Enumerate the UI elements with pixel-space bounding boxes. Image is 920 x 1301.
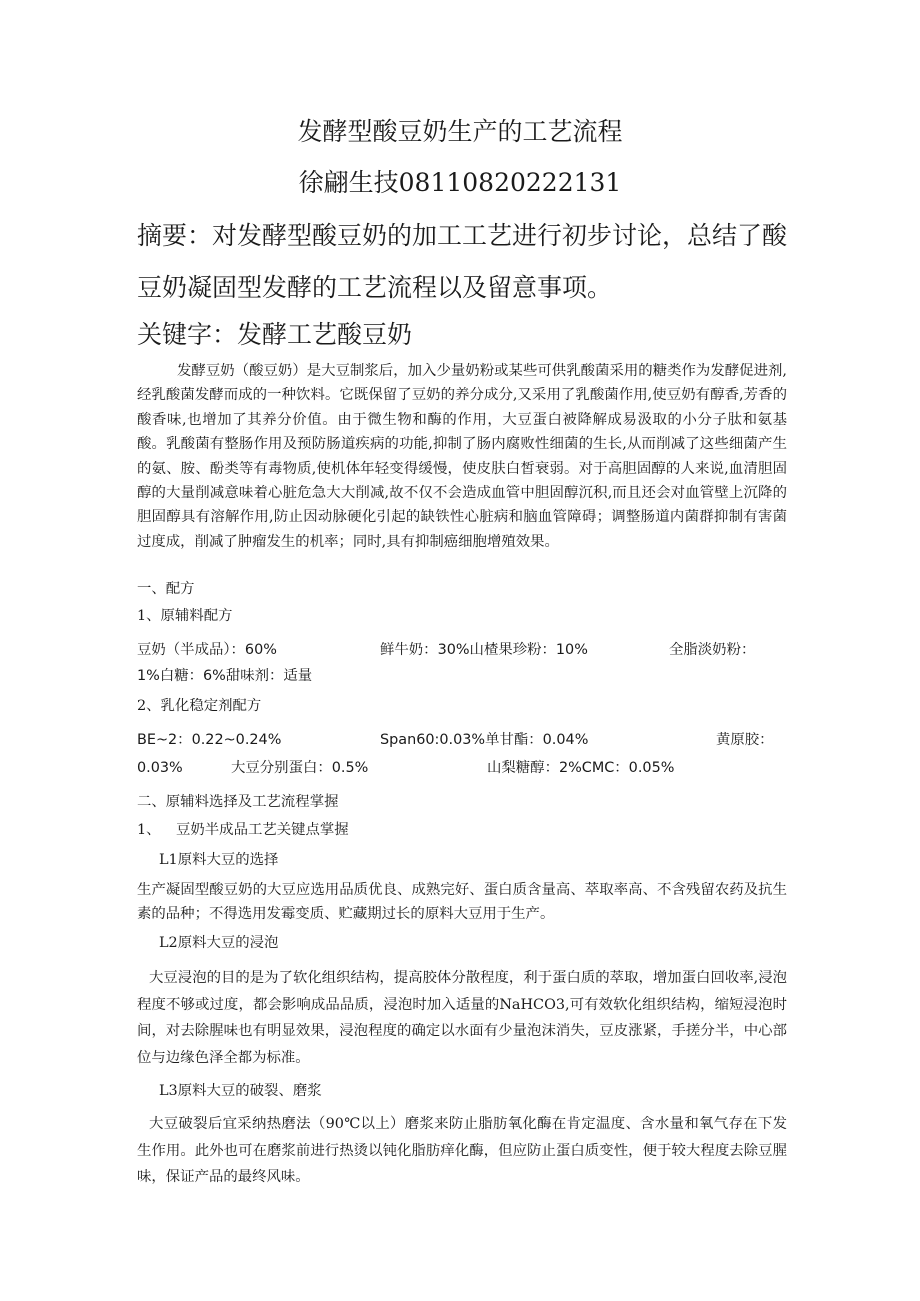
stabilizer-item-sorbitol-cmc: 山梨糖醇：2%CMC：0.05% xyxy=(487,760,675,776)
recipe-item-milk-powder: 全脂淡奶粉： xyxy=(669,642,756,658)
section-1-heading: 一、配方 xyxy=(137,581,195,597)
stabilizer-item-span60: Span60:0.03%单甘酯：0.04% xyxy=(380,732,589,748)
page-title: 发酵型酸豆奶生产的工艺流程 xyxy=(297,117,623,146)
l1-paragraph: 生产凝固型酸豆奶的大豆应选用品质优良、成熟完好、蛋白质含量高、萃取率高、不含残留农药及抗生素的品种；不得选用发霉变质、贮藏期过长的原料大豆用于生产。 xyxy=(137,882,787,923)
recipe-item-milk-hawthorn: 鲜牛奶：30%山楂果珍粉：10% xyxy=(380,642,588,658)
stabilizer-item-xanthan-value: 0.03% xyxy=(137,760,183,776)
section-1-2-heading: 2、乳化稳定剂配方 xyxy=(137,698,262,714)
section-2-1-heading: 豆奶半成品工艺关键点掌握 xyxy=(176,822,349,838)
section-2-heading: 二、原辅料选择及工艺流程掌握 xyxy=(137,794,339,810)
abstract: 摘要：对发酵型酸豆奶的加工工艺进行初步讨论，总结了酸豆奶凝固型发酵的工艺流程以及留意事项。 xyxy=(137,221,788,302)
author-line: 徐翩生技08110820222131 xyxy=(298,168,622,197)
recipe-item-sugar-sweetener: 1%白糖：6%甜味剂：适量 xyxy=(137,668,313,684)
l2-paragraph: 大豆浸泡的目的是为了软化组织结构，提高胶体分散程度，利于蛋白质的萃取，增加蛋白回收率,浸泡程度不够或过度，都会影响成品品质，浸泡时加入适量的NaHCO3,可有效软化组织结构，缩短浸泡时间，对去除腥味也有明显效果，浸泡程度的确定以水面有少量泡沫消失，豆皮涨紧，手搓分半，中心部位与边缘色泽全都为标准。 xyxy=(137,970,787,1066)
stabilizer-item-xanthan: 黄原胶： xyxy=(716,732,774,748)
l3-heading: L3原料大豆的破裂、磨浆 xyxy=(159,1083,322,1099)
intro-paragraph: 发酵豆奶（酸豆奶）是大豆制浆后，加入少量奶粉或某些可供乳酸菌采用的糖类作为发酵促进剂,经乳酸菌发酵而成的一种饮料。它既保留了豆奶的养分成分,又采用了乳酸菌作用,使豆奶有醇香,芳香的酸香味,也增加了其养分价值。由于微生物和酶的作用，大豆蛋白被降解成易汲取的小分子肽和氨基酸。乳酸菌有整肠作用及预防肠道疾病的功能,抑制了肠内腐败性细菌的生长,从而削减了这些细菌产生的氨、胺、酚类等有毒物质,使机体年轻变得缓慢，使皮肤白皙衰弱。对于高胆固醇的人来说,血清胆固醇的大量削减意味着心脏危急大大削减,故不仅不会造成血管中胆固醇沉积,而且还会对血管壁上沉降的胆固醇具有溶解作用,防止因动脉硬化引起的缺铁性心脏病和脑血管障碍；调整肠道内菌群抑制有害菌过度成，削减了肿瘤发生的机率；同时,具有抑制癌细胞增殖效果。 xyxy=(137,363,787,550)
section-2-1-number: 1、 xyxy=(137,822,161,838)
l2-heading: L2原料大豆的浸泡 xyxy=(159,935,279,951)
section-1-1-heading: 1、原辅料配方 xyxy=(137,608,233,624)
stabilizer-item-be2: BE~2：0.22~0.24% xyxy=(137,732,282,748)
l3-paragraph: 大豆破裂后宜采纳热磨法（90℃以上）磨浆来防止脂肪氧化酶在肯定温度、含水量和氧气存在下发生作用。此外也可在磨浆前进行热烫以钝化脂肪痒化酶，但应防止蛋白质变性，便于较大程度去除豆腥味，保证产品的最终风味。 xyxy=(137,1116,787,1185)
l1-heading: L1原料大豆的选择 xyxy=(159,852,279,868)
keywords: 关键字：发酵工艺酸豆奶 xyxy=(137,320,413,349)
recipe-item-soymilk: 豆奶（半成品）：60% xyxy=(137,642,277,658)
stabilizer-item-soy-protein: 大豆分别蛋白：0.5% xyxy=(231,760,369,776)
